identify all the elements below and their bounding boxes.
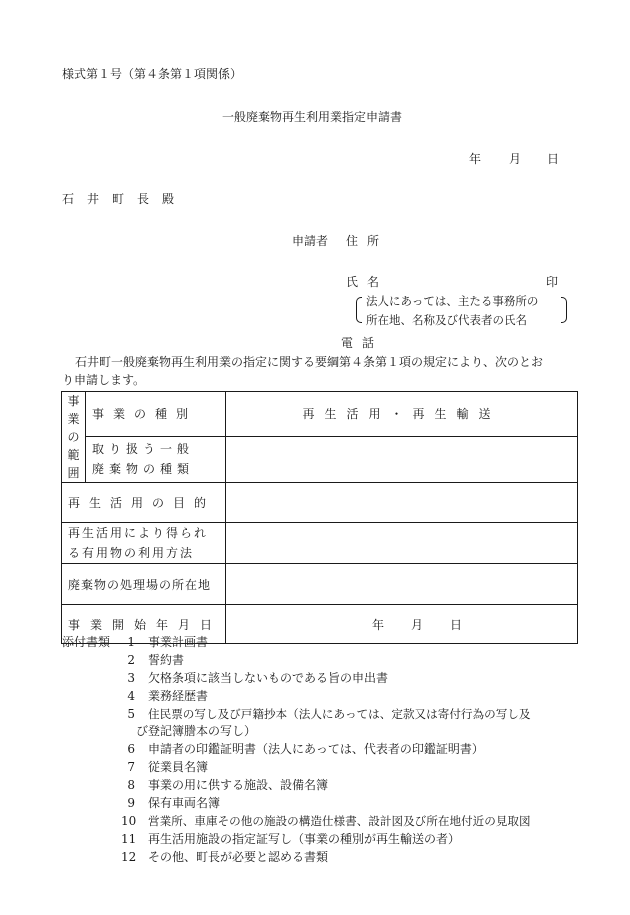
date-month: 月 bbox=[509, 152, 522, 166]
application-table bbox=[61, 391, 578, 644]
addressee: 石井町長殿 bbox=[62, 192, 188, 206]
scope-label: 事 業 の 範 囲 bbox=[62, 392, 86, 483]
site-value[interactable] bbox=[226, 564, 578, 605]
row-site bbox=[62, 564, 578, 605]
start-date-value[interactable] bbox=[226, 605, 578, 644]
start-date-label: 事業開始年月日 bbox=[62, 605, 226, 644]
method-value[interactable] bbox=[226, 523, 578, 564]
bracket-right bbox=[561, 297, 567, 323]
address-label: 住所 bbox=[346, 234, 389, 248]
purpose-label: 再生活用の目的 bbox=[62, 483, 226, 523]
row-waste-type bbox=[62, 436, 578, 482]
body-line-1: 石井町一般廃棄物再生利用業の指定に関する要綱第４条第１項の規定により、次のとお bbox=[75, 355, 544, 369]
start-month: 月 bbox=[411, 618, 424, 632]
start-year: 年 bbox=[372, 618, 385, 632]
row-start-date bbox=[62, 605, 578, 644]
start-day: 日 bbox=[450, 618, 463, 632]
business-type-label: 事業の種別 bbox=[86, 392, 226, 437]
date-year: 年 bbox=[469, 152, 482, 166]
purpose-value[interactable] bbox=[226, 483, 578, 523]
row-purpose bbox=[62, 483, 578, 523]
document-title: 一般廃棄物再生利用業指定申請書 bbox=[222, 110, 403, 124]
applicant-label: 申請者 bbox=[292, 234, 329, 248]
attachments-label: 添付書類 bbox=[62, 635, 111, 649]
form-number: 様式第１号（第４条第１項関係） bbox=[62, 67, 243, 81]
phone-label: 電話 bbox=[341, 336, 384, 350]
row-business-type bbox=[62, 392, 578, 437]
row-method bbox=[62, 523, 578, 564]
waste-type-label: 取り扱う一般 廃棄物の種類 bbox=[86, 436, 226, 482]
date-day: 日 bbox=[547, 152, 560, 166]
seal-mark: 印 bbox=[546, 275, 559, 289]
waste-type-value[interactable] bbox=[226, 436, 578, 482]
corp-note-line2: 所在地、名称及び代表者の氏名 bbox=[366, 313, 527, 327]
site-label: 廃棄物の処理場の所在地 bbox=[62, 564, 226, 605]
body-line-2: り申請します。 bbox=[62, 373, 146, 387]
business-type-value[interactable]: 再生活用・再生輸送 bbox=[226, 392, 578, 437]
bracket-left bbox=[356, 297, 362, 323]
method-label: 再生活用により得られ る有用物の利用方法 bbox=[62, 523, 226, 564]
name-label: 氏名 bbox=[346, 275, 389, 289]
corp-note-line1: 法人にあっては、主たる事務所の bbox=[366, 294, 539, 308]
